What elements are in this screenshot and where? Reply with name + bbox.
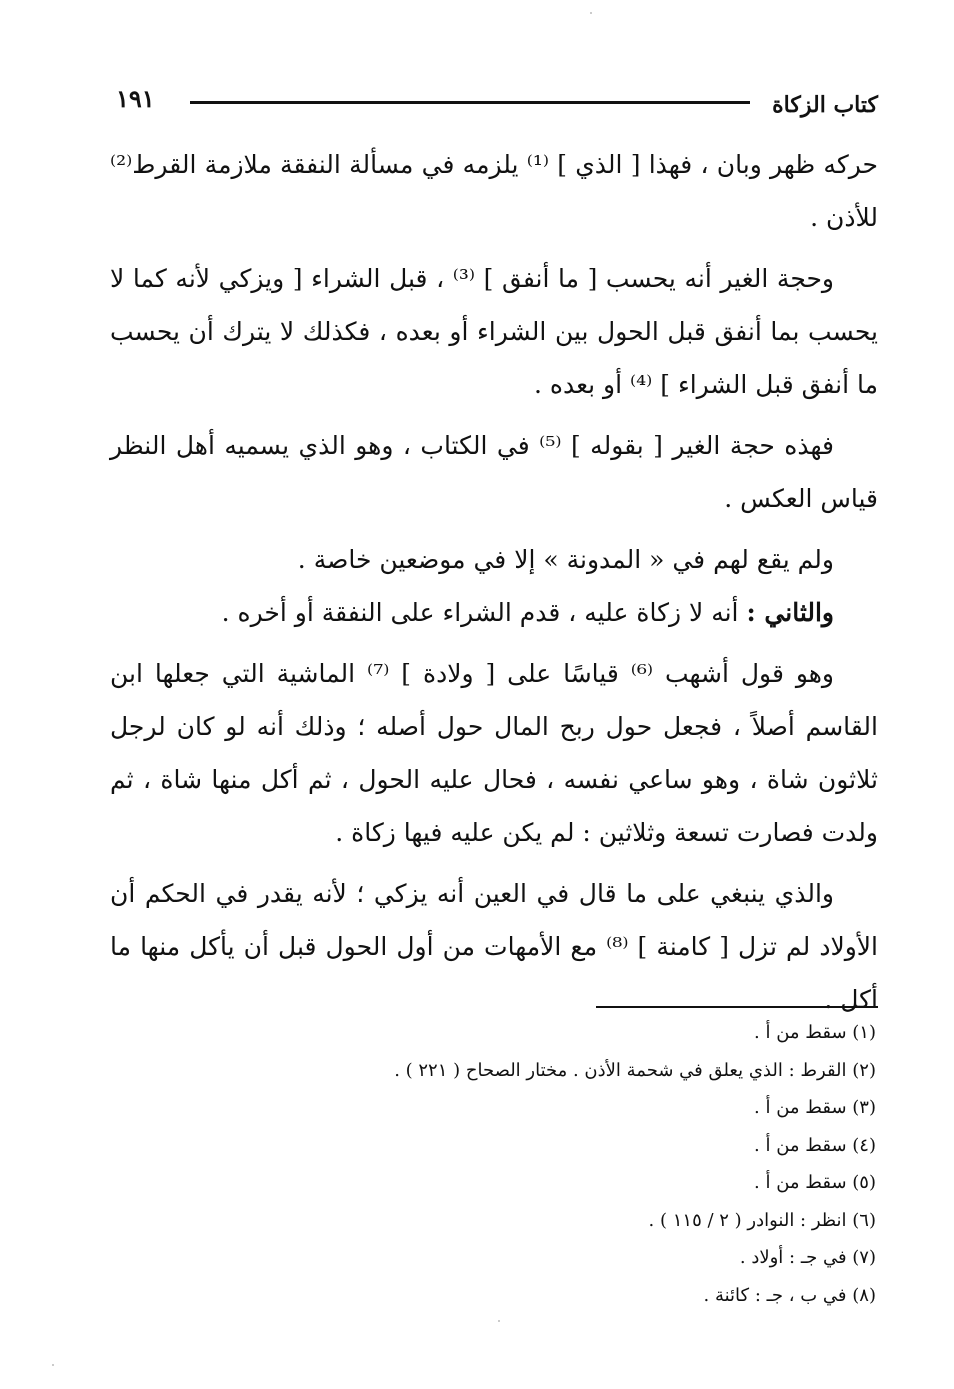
footnote-5: (٥) سقط من أ .	[754, 1172, 876, 1193]
running-title: كتاب الزكاة	[772, 92, 878, 118]
footnote-7: (٧) في جـ : أولاد .	[739, 1247, 876, 1268]
header-rule	[190, 101, 750, 104]
paragraph-2: وحجة الغير أنه يحسب [ ما أنفق ] ⁽³⁾ ، قبل الشراء [ ويزكي لأنه كما لا يحسب بما أنفق قبل الحول بين الشراء أو بعده ، فكذلك لا يترك أن يحسب ما أنفق قبل الشراء ] ⁽⁴⁾ أو بعده .	[110, 264, 878, 399]
paragraph-5	[110, 586, 878, 639]
footnote-separator	[596, 1006, 878, 1008]
paragraph-3: فهذه حجة الغير [ بقوله ] ⁽⁵⁾ في الكتاب ، وهو الذي يسميه أهل النظر قياس العكس .	[110, 431, 878, 513]
scan-speck	[590, 12, 592, 14]
footnote-2: (٢) القرط : الذي يعلق في شحمة الأذن . مختار الصحاح ( ٢٢١ ) .	[394, 1059, 876, 1081]
scan-speck	[498, 1320, 500, 1322]
footnote-4: (٤) سقط من أ .	[754, 1134, 876, 1156]
paragraph-7: والذي ينبغي على ما قال في العين أنه يزكي ؛ لأنه يقدر في الحكم أن الأولاد لم تزل [ كامنة ] ⁽⁸⁾ مع الأمهات من أول الحول قبل أن يأكل منها ما أكل .	[110, 879, 878, 1014]
paragraph-1: حركه ظهر وبان ، فهذا [ الذي ] ⁽¹⁾ يلزمه في مسألة النفقة ملازمة القرط⁽²⁾ للأذن .	[110, 150, 878, 232]
paragraph-6: وهو قول أشهب ⁽⁶⁾ قياسًا على [ ولادة ] ⁽⁷⁾ الماشية التي جعلها ابن القاسم أصلاً ، فجعل حول ربح المال حول أصله ؛ وذلك أنه لو كان لرجل ثلاثون شاة ، وهو ساعي نفسه ، فحال عليه الحول ، ثم أكل منها شاة ، ثم ولدت فصارت تسعة وثلاثين : لم يكن عليه فيها زكاة .	[110, 659, 878, 847]
second-opinion-text: أنه لا زكاة عليه ، قدم الشراء على النفقة أو أخره .	[221, 598, 739, 627]
footnote-6: (٦) انظر : النوادر ( ٢ / ١١٥ ) .	[648, 1209, 876, 1231]
footnote-8: (٨) في ب ، جـ : كائنة .	[703, 1284, 876, 1306]
second-opinion-label: والثاني :	[746, 598, 834, 627]
footnote-3: (٣) سقط من أ .	[754, 1097, 876, 1118]
paragraph-4: ولم يقع لهم في « المدونة » إلا في موضعين خاصة .	[297, 545, 834, 574]
footnote-1: (١) سقط من أ .	[754, 1022, 876, 1043]
footnotes	[276, 1014, 876, 1314]
main-text	[110, 138, 878, 1034]
page-number: ١٩١	[116, 84, 155, 113]
scan-speck	[52, 1364, 54, 1366]
page-header	[116, 84, 878, 124]
